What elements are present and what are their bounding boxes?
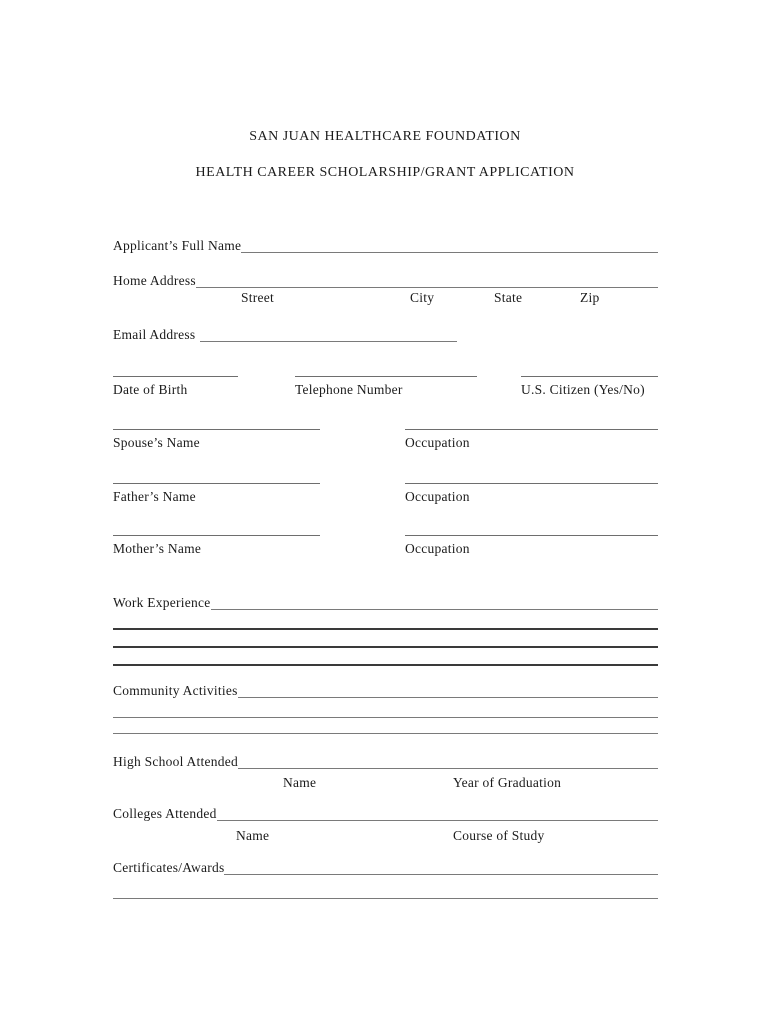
year-of-graduation-sublabel: Year of Graduation [453, 775, 562, 790]
father-occupation-input-line[interactable] [405, 468, 658, 484]
mother-name-label: Mother’s Name [113, 541, 202, 556]
street-sublabel: Street [241, 290, 274, 305]
work-experience-input-line[interactable] [211, 596, 659, 610]
course-of-study-sublabel: Course of Study [453, 828, 545, 843]
certificates-blank-line[interactable] [113, 898, 658, 899]
father-name-label: Father’s Name [113, 489, 196, 504]
applicant-name-input-line[interactable] [241, 239, 658, 253]
spouse-occupation-field [405, 414, 658, 451]
date-of-birth-field [113, 361, 238, 398]
spouse-name-label: Spouse’s Name [113, 435, 200, 450]
certificates-row [113, 860, 658, 876]
mother-occupation-label: Occupation [405, 541, 470, 556]
certificates-input-line[interactable] [224, 861, 658, 875]
telephone-label: Telephone Number [295, 382, 403, 397]
applicant-name-row [113, 238, 658, 254]
mother-name-field [113, 520, 320, 557]
community-activities-label: Community Activities [113, 683, 238, 698]
colleges-label: Colleges Attended [113, 806, 217, 821]
work-experience-blank-line[interactable] [113, 628, 658, 630]
high-school-row [113, 754, 658, 770]
high-school-name-sublabel: Name [283, 775, 317, 790]
zip-sublabel: Zip [580, 290, 600, 305]
home-address-label: Home Address [113, 273, 196, 288]
spouse-name-input-line[interactable] [113, 414, 320, 430]
high-school-input-line[interactable] [238, 755, 658, 769]
mother-occupation-field [405, 520, 658, 557]
date-of-birth-input-line[interactable] [113, 361, 238, 377]
date-of-birth-label: Date of Birth [113, 382, 188, 397]
spouse-occupation-label: Occupation [405, 435, 470, 450]
email-label: Email Address [113, 327, 196, 342]
work-experience-blank-line[interactable] [113, 664, 658, 666]
telephone-input-line[interactable] [295, 361, 477, 377]
mother-occupation-input-line[interactable] [405, 520, 658, 536]
us-citizen-input-line[interactable] [521, 361, 658, 377]
community-activities-input-line[interactable] [238, 684, 658, 698]
certificates-label: Certificates/Awards [113, 860, 225, 875]
community-activities-row [113, 683, 658, 699]
father-occupation-field [405, 468, 658, 505]
home-address-input-line[interactable] [196, 274, 658, 288]
father-name-field [113, 468, 320, 505]
state-sublabel: State [494, 290, 523, 305]
community-activities-blank-line[interactable] [113, 733, 658, 734]
mother-name-input-line[interactable] [113, 520, 320, 536]
colleges-row [113, 806, 658, 822]
form-subtitle: HEALTH CAREER SCHOLARSHIP/GRANT APPLICATION [195, 165, 575, 180]
email-row [113, 327, 658, 343]
us-citizen-label: U.S. Citizen (Yes/No) [521, 382, 645, 397]
father-name-input-line[interactable] [113, 468, 320, 484]
work-experience-label: Work Experience [113, 595, 211, 610]
work-experience-blank-line[interactable] [113, 646, 658, 648]
colleges-input-line[interactable] [217, 807, 658, 821]
spouse-name-field [113, 414, 320, 451]
work-experience-row [113, 595, 658, 611]
applicant-name-label: Applicant’s Full Name [113, 238, 242, 253]
spouse-occupation-input-line[interactable] [405, 414, 658, 430]
community-activities-blank-line[interactable] [113, 717, 658, 718]
home-address-row [113, 273, 658, 289]
high-school-label: High School Attended [113, 754, 238, 769]
telephone-field [295, 361, 477, 398]
father-occupation-label: Occupation [405, 489, 470, 504]
colleges-name-sublabel: Name [236, 828, 270, 843]
us-citizen-field [521, 361, 658, 398]
city-sublabel: City [410, 290, 435, 305]
form-title: SAN JUAN HEALTHCARE FOUNDATION [249, 129, 521, 144]
email-input-line[interactable] [200, 328, 457, 342]
